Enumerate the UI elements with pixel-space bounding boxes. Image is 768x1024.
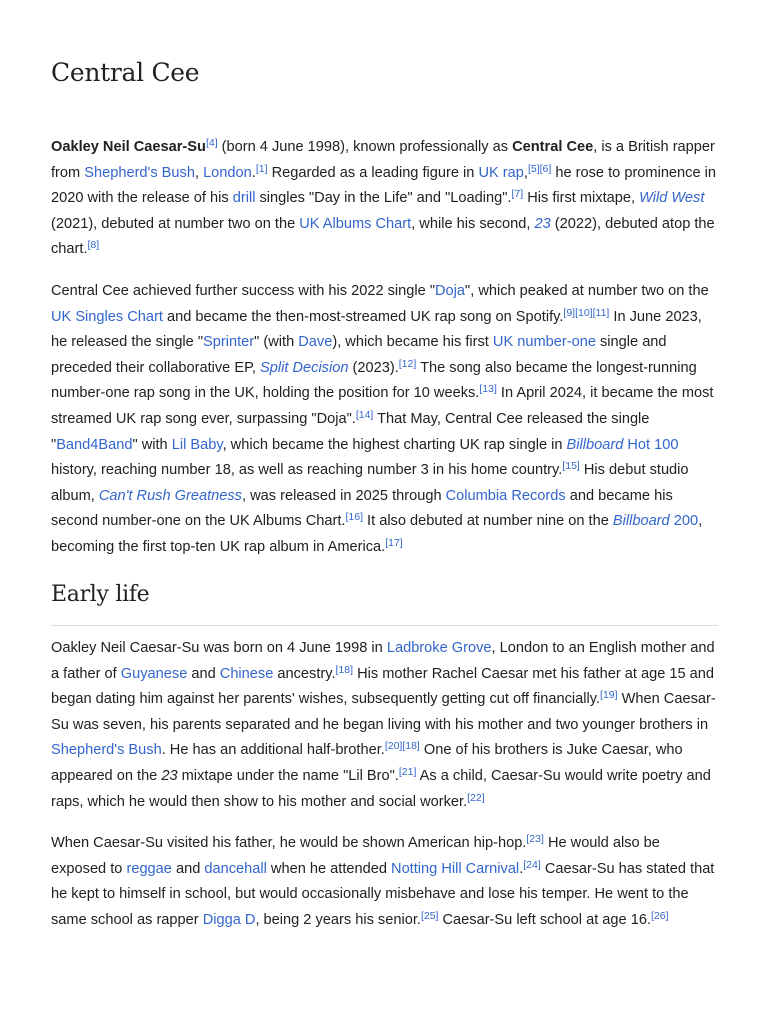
text-run: His debut studio album, [51, 462, 689, 504]
text-run: When Caesar-Su was seven, his parents separated and he began living with his mother and two younger brothers in [51, 691, 716, 733]
text-run: The song also became the longest-running number-one rap song in the UK, holding the position for 10 weeks. [51, 359, 697, 402]
text-run: , is a British rapper from [51, 139, 715, 181]
italic-text: 23 [161, 767, 178, 784]
text-run: , was released in 2025 through [241, 487, 446, 504]
wiki-link[interactable]: London [203, 164, 252, 181]
text-run: Central Cee achieved further success with his 2022 single " [51, 283, 436, 299]
wiki-link-italic[interactable]: Billboard [612, 513, 670, 530]
text-run: , which became the highest charting UK rap single in [222, 436, 567, 453]
text-run: and became the then-most-streamed UK rap song on Spotify. [162, 308, 564, 325]
section-heading-early-life: Early life [51, 582, 150, 607]
citation-ref[interactable]: [13] [479, 383, 497, 396]
wiki-link[interactable]: Band4Band [56, 436, 133, 453]
citation-ref[interactable]: [24] [523, 858, 541, 871]
wiki-link[interactable]: Shepherd's Bush [84, 164, 195, 181]
text-run: It also debuted at number nine on the [362, 513, 613, 530]
text-run: history, reaching number 18, as well as reaching number 3 in his home country. [51, 462, 563, 479]
early-life-paragraph-2 [51, 831, 719, 933]
wiki-link[interactable]: reggae [126, 860, 172, 877]
text-run: and became his second number-one on the UK Albums Chart. [51, 487, 673, 530]
wiki-link[interactable]: Digga D [202, 911, 256, 928]
text-run: Caesar-Su left school at age 16. [438, 911, 651, 928]
wiki-link[interactable]: UK Albums Chart [299, 215, 412, 232]
text-run: In April 2024, it became the most streamed UK rap song ever, surpassing "Doja". [51, 385, 714, 427]
citation-ref[interactable]: [9][10][11] [563, 306, 610, 319]
text-run: (2023). [348, 359, 399, 376]
page-title: Central Cee [51, 58, 200, 87]
early-life-paragraph-1 [51, 636, 719, 815]
wiki-link[interactable]: UK Singles Chart [51, 308, 163, 325]
text-run: ", which peaked at number two on the [465, 283, 709, 299]
text-run: when he attended [266, 860, 392, 877]
text-run: singles "Day in the Life" and "Loading". [255, 190, 512, 207]
citation-ref[interactable]: [26] [651, 909, 669, 922]
wiki-link[interactable]: Ladbroke Grove [386, 640, 492, 656]
text-run: , London to an English mother and a father of [51, 640, 715, 682]
text-run: " with [132, 436, 172, 453]
citation-ref[interactable]: [8] [87, 239, 100, 252]
wiki-link[interactable]: Chinese [219, 665, 274, 682]
citation-ref[interactable]: [15] [562, 460, 580, 473]
wiki-link[interactable]: Shepherd's Bush [51, 742, 162, 759]
citation-ref[interactable]: [21] [398, 765, 417, 778]
citation-ref[interactable]: [19] [600, 689, 618, 702]
wiki-link[interactable]: Columbia Records [445, 487, 566, 504]
wiki-link-italic[interactable]: Split Decision [260, 359, 349, 376]
lead-paragraph-2 [51, 279, 719, 561]
text-run: That May, Central Cee released the single " [51, 410, 650, 453]
wiki-link-italic[interactable]: Billboard [566, 436, 624, 453]
citation-ref[interactable]: [20][18] [384, 740, 420, 753]
citation-ref[interactable]: [12] [398, 357, 417, 370]
text-run: , [523, 164, 528, 181]
text-run: he rose to prominence in 2020 with the release of his [51, 164, 716, 207]
wiki-link[interactable]: 200 [669, 513, 699, 530]
text-run: ancestry. [273, 665, 336, 682]
text-run: , being 2 years his senior. [255, 911, 421, 928]
wiki-link-italic[interactable]: Can't Rush Greatness [98, 487, 242, 504]
text-run: . He has an additional half-brother. [161, 742, 385, 759]
wiki-link-italic[interactable]: 23 [534, 215, 551, 232]
text-run: He would also be exposed to [51, 835, 660, 877]
text-run: In June 2023, he released the single " [51, 308, 702, 351]
text-run: His first mixtape, [523, 190, 640, 207]
citation-ref[interactable]: [1] [255, 162, 268, 175]
wiki-link[interactable]: drill [232, 190, 256, 207]
citation-ref[interactable]: [22] [467, 791, 485, 804]
text-run: Oakley Neil Caesar-Su was born on 4 June 1998 in [51, 640, 387, 656]
bold-text: Central Cee [512, 139, 594, 155]
citation-ref[interactable]: [4] [205, 137, 218, 149]
text-run: Caesar-Su has stated that he kept to himself in school, but would occasionally misbehave and lose his temper. He went to the same school as rapper [51, 860, 715, 928]
wiki-link[interactable]: Hot 100 [623, 436, 679, 453]
citation-ref[interactable]: [18] [335, 663, 354, 676]
text-run: Regarded as a leading figure in [267, 164, 479, 181]
wiki-link[interactable]: Doja [435, 283, 466, 299]
wiki-link-italic[interactable]: Wild West [639, 190, 705, 207]
text-run: , [194, 164, 204, 181]
wiki-link[interactable]: Dave [298, 334, 333, 351]
citation-ref[interactable]: [17] [385, 536, 403, 549]
lead-paragraph-1 [51, 135, 719, 263]
text-run: (2022), debuted atop the chart. [51, 215, 715, 258]
text-run: and [187, 665, 220, 682]
text-run: . [251, 164, 256, 181]
citation-ref[interactable]: [16] [345, 511, 363, 524]
wiki-link[interactable]: Lil Baby [171, 436, 223, 453]
citation-ref[interactable]: [25] [420, 909, 439, 922]
text-run: and [171, 860, 205, 877]
text-run: (born 4 June 1998), known professionally as [217, 139, 513, 155]
section-divider [51, 625, 718, 626]
wiki-link[interactable]: UK number-one [492, 334, 596, 351]
text-run: One of his brothers is Juke Caesar, who appeared on the [51, 742, 683, 784]
text-run: ), which became his first [332, 334, 493, 351]
text-run: (2021), debuted at number two on the [51, 215, 300, 232]
wiki-link[interactable]: dancehall [204, 860, 267, 877]
text-run: single and preceded their collaborative EP, [51, 334, 667, 376]
wiki-link[interactable]: Notting Hill Carnival [391, 860, 520, 877]
wiki-link[interactable]: Guyanese [120, 665, 188, 682]
text-run: , becoming the first top-ten UK rap album in America. [51, 513, 703, 555]
text-run: As a child, Caesar-Su would write poetry and raps, which he would then show to his mother and social worker. [51, 767, 711, 810]
citation-ref[interactable]: [14] [355, 408, 374, 421]
text-run: mixtape under the name "Lil Bro". [177, 767, 399, 784]
citation-ref[interactable]: [7] [511, 188, 524, 201]
text-run: , while his second, [411, 215, 535, 232]
bold-text: Oakley Neil Caesar-Su [51, 139, 206, 155]
citation-ref[interactable]: [23] [526, 833, 544, 845]
text-run: His mother Rachel Caesar met his father at age 15 and began dating him against her parents' wishes, subsequently getting cut off financially. [51, 665, 715, 708]
text-run: " (with [254, 334, 299, 351]
citation-ref[interactable]: [5][6] [527, 162, 552, 175]
wiki-link[interactable]: Sprinter [203, 334, 255, 351]
wiki-link[interactable]: UK rap [478, 164, 524, 181]
text-run: When Caesar-Su visited his father, he would be shown American hip-hop. [51, 835, 527, 851]
text-run: . [519, 860, 524, 877]
